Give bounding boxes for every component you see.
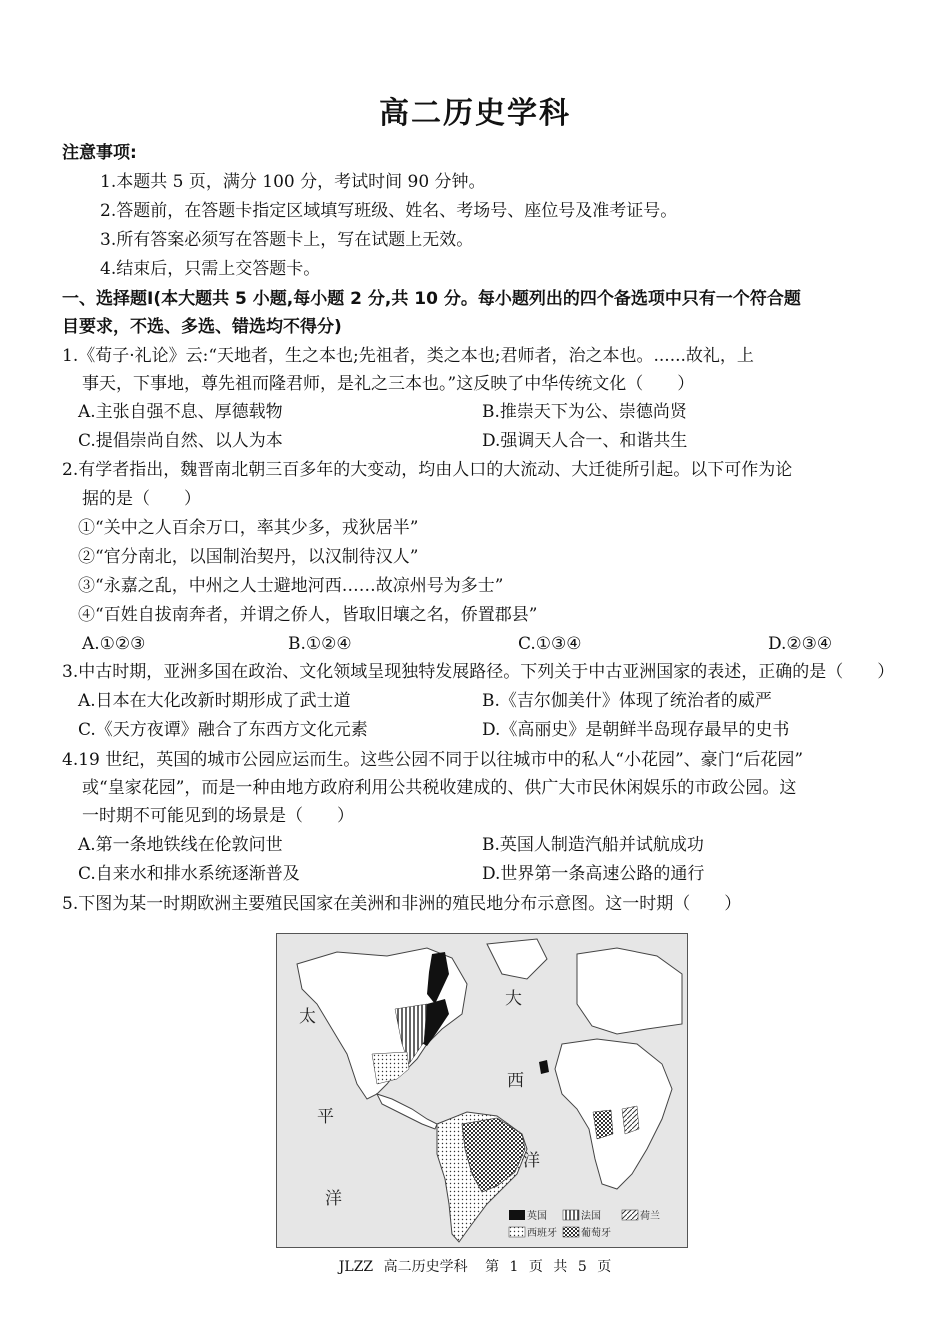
question-3-option-c: C.《天方夜谭》融合了东西方文化元素 [78, 720, 368, 740]
colonial-map [276, 933, 688, 1248]
notice-item: 3.所有答案必须写在答题卡上，写在试题上无效。 [100, 230, 474, 250]
atlantic-label-1: 大 [505, 989, 522, 1009]
legend-spain-swatch [509, 1227, 525, 1237]
question-2-stem-cont: 据的是（ ） [82, 489, 201, 509]
pacific-label-1: 太 [299, 1007, 316, 1027]
question-4-stem: 4.19 世纪，英国的城市公园应运而生。这些公园不同于以往城市中的私人“小花园”、豪门“后花园” [62, 750, 804, 770]
question-1-option-b: B.推崇天下为公、崇德尚贤 [482, 402, 687, 422]
pacific-label-2: 平 [317, 1107, 334, 1127]
question-1-stem-cont: 事天，下事地，尊先祖而隆君师，是礼之三本也。”这反映了中华传统文化（ ） [82, 374, 695, 394]
legend-portugal-swatch [563, 1227, 579, 1237]
question-5-stem: 5.下图为某一时期欧洲主要殖民国家在美洲和非洲的殖民地分布示意图。这一时期（ ） [62, 894, 742, 914]
atlantic-label-3: 洋 [523, 1151, 540, 1171]
footer-subject: 高二历史学科 [383, 1259, 468, 1275]
page-footer [0, 1256, 950, 1276]
footer-page-text: 第 [485, 1259, 500, 1275]
question-3-option-a: A.日本在大化改新时期形成了武士道 [78, 691, 351, 711]
question-2-statement-1: ①“关中之人百余万口，率其少多，戎狄居半” [78, 518, 419, 538]
notice-heading: 注意事项: [62, 143, 137, 163]
section-heading: 一、选择题Ⅰ(本大题共 5 小题,每小题 2 分,共 10 分。每小题列出的四个备选项中只有一个符合题 [62, 289, 801, 309]
question-2-statement-2: ②“官分南北，以国制治契丹，以汉制待汉人” [78, 547, 419, 567]
legend-britain-swatch [509, 1210, 525, 1220]
question-2-stem: 2.有学者指出，魏晋南北朝三百多年的大变动，均由人口的大流动、大迁徙所引起。以下可作为论 [62, 460, 793, 480]
question-2-option-c: C.①③④ [518, 634, 582, 654]
legend-britain-label: 英国 [527, 1211, 547, 1222]
question-2-option-a: A.①②③ [82, 634, 146, 654]
question-3-option-b: B.《吉尔伽美什》体现了统治者的威严 [482, 691, 772, 711]
legend-netherlands-swatch [622, 1210, 638, 1220]
footer-page-unit: 页 [528, 1259, 543, 1275]
legend-netherlands-label: 荷兰 [640, 1211, 660, 1222]
footer-page-number: 1 [509, 1259, 519, 1275]
question-1-option-c: C.提倡崇尚自然、以人为本 [78, 431, 283, 451]
page-title: 高二历史学科 [379, 96, 571, 131]
question-4-stem-cont: 一时期不可能见到的场景是（ ） [82, 806, 354, 826]
question-2-statement-4: ④“百姓自拔南奔者，并谓之侨人，皆取旧壤之名，侨置郡县” [78, 605, 538, 625]
notice-item: 4.结束后，只需上交答题卡。 [100, 259, 321, 279]
footer-total-number: 5 [577, 1259, 587, 1275]
pacific-label-3: 洋 [325, 1189, 342, 1209]
legend-france-swatch [563, 1210, 579, 1220]
footer-code: JLZZ [338, 1259, 374, 1275]
footer-total-unit: 页 [597, 1259, 612, 1275]
notice-item: 2.答题前，在答题卡指定区域填写班级、姓名、考场号、座位号及准考证号。 [100, 201, 678, 221]
question-3-option-d: D.《高丽史》是朝鲜半岛现存最早的史书 [482, 720, 790, 740]
question-1-stem: 1.《荀子·礼论》云:“天地者，生之本也;先祖者，类之本也;君师者，治之本也。......故礼，上 [62, 346, 754, 366]
netherlands-colony-africa [622, 1106, 639, 1134]
notice-item: 1.本题共 5 页，满分 100 分，考试时间 90 分钟。 [100, 172, 486, 192]
question-1-option-a: A.主张自强不息、厚德载物 [78, 402, 283, 422]
footer-total-text: 共 [553, 1259, 568, 1275]
question-4-option-a: A.第一条地铁线在伦敦问世 [78, 835, 283, 855]
legend-spain-label: 西班牙 [527, 1228, 557, 1239]
question-1-option-d: D.强调天人合一、和谐共生 [482, 431, 688, 451]
section-heading-cont: 目要求，不选、多选、错选均不得分) [62, 317, 342, 337]
question-2-option-d: D.②③④ [768, 634, 833, 654]
legend-portugal-label: 葡萄牙 [581, 1228, 611, 1239]
question-2-option-b: B.①②④ [288, 634, 352, 654]
question-4-option-c: C.自来水和排水系统逐渐普及 [78, 864, 300, 884]
question-4-stem-cont: 或“皇家花园”，而是一种由地方政府利用公共税收建成的、供广大市民休闲娱乐的市政公园。这 [82, 778, 797, 798]
atlantic-label-2: 西 [507, 1071, 524, 1091]
question-3-stem: 3.中古时期，亚洲多国在政治、文化领域呈现独特发展路径。下列关于中古亚洲国家的表述，正确的是（ ） [62, 662, 895, 682]
question-2-statement-3: ③“永嘉之乱，中州之人士避地河西……故凉州号为多士” [78, 576, 504, 596]
question-4-option-d: D.世界第一条高速公路的通行 [482, 864, 705, 884]
question-4-option-b: B.英国人制造汽船并试航成功 [482, 835, 704, 855]
legend-france-label: 法国 [581, 1211, 601, 1222]
